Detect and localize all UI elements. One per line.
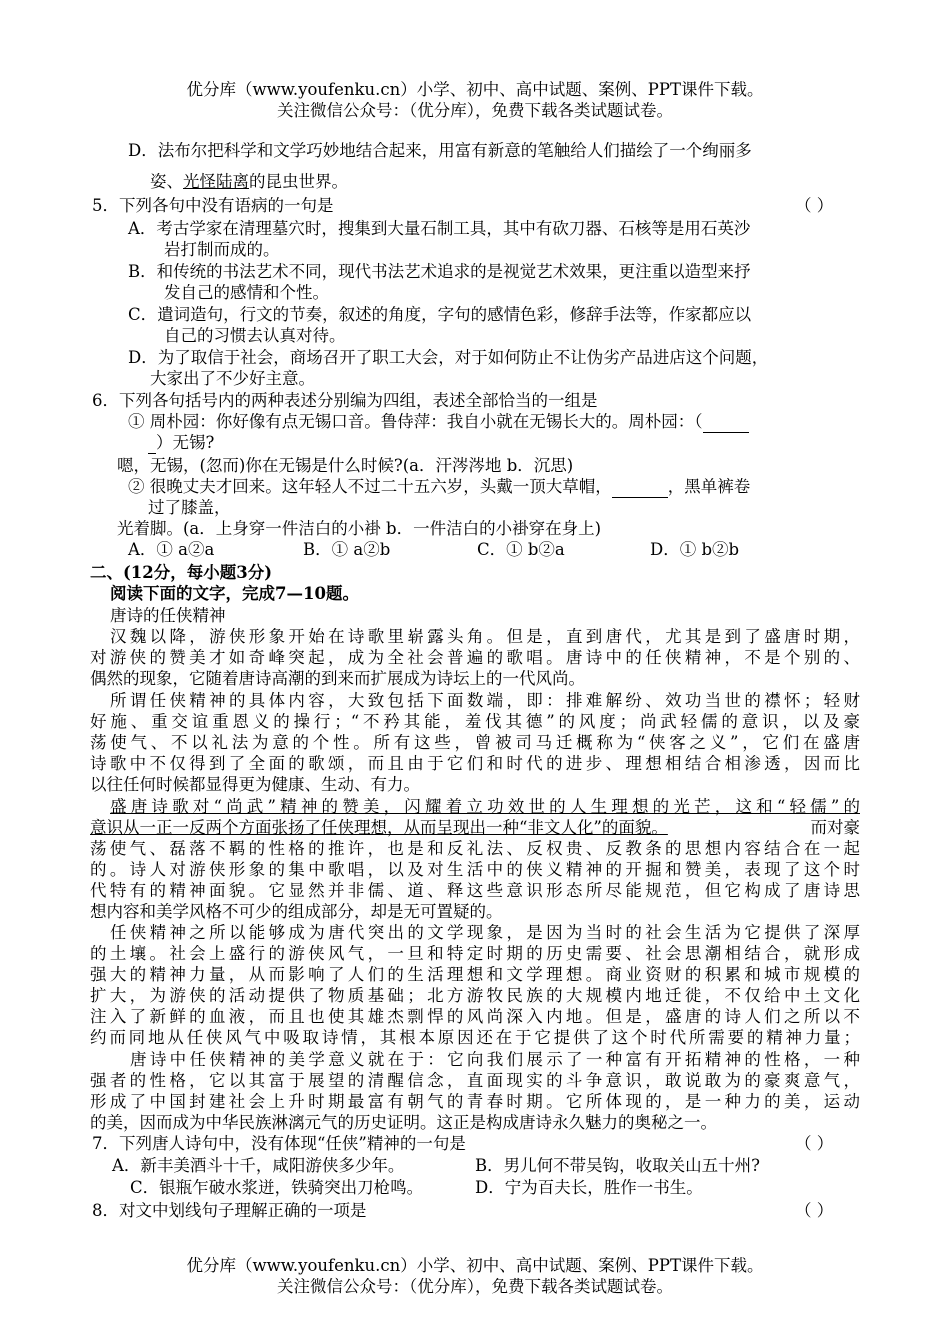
q6-item-2-text-post: ，黑单裤卷 — [667, 477, 751, 496]
passage-p2-line-3: 荡使气、不以礼法为意的个性。所有这些，曾被司马迁概称为“侠客之义”，它们在盛唐 — [90, 733, 860, 752]
section-2-instruction: 阅读下面的文字，完成7—10题。 — [110, 584, 359, 603]
q6-item-2-line-1 — [128, 477, 750, 498]
q6-item-1-wuxi: ）无锡? — [156, 433, 215, 452]
q4-option-d-pre: 姿、 — [150, 172, 183, 191]
passage-p4-line-4: 扩大，为游侠的活动提供了物质基础；北方游牧民族的大规模内地迁徙，不仅给中土文化 — [90, 986, 860, 1005]
passage-p5-line-4: 的美，因而成为中华民族淋漓元气的历史证明。这正是构成唐诗永久魅力的奥秘之一。 — [90, 1113, 717, 1132]
header-line-2: 关注微信公众号：（优分库），免费下载各类试题试卷。 — [277, 101, 673, 120]
passage-p5-line-3: 形成了中国封建社会上升时期最富有朝气的青春时期。它所体现的，是一种力的美，运动 — [90, 1092, 860, 1111]
q5-option-a-line-2: 岩打制而成的。 — [164, 240, 280, 259]
q7-option-b: B．男儿何不带吴钩，收取关山五十州? — [475, 1156, 760, 1175]
passage-p3-line-6: 想内容和美学风格不可少的组成部分，却是无可置疑的。 — [90, 902, 503, 921]
q5-option-d-line-2: 大家出了不少好主意。 — [150, 369, 315, 388]
passage-p3-line-3: 荡使气、磊落不羁的性格的推许，也是和反礼法、反权贵、反教条的思想内容结合在一起 — [90, 839, 860, 858]
q7-answer-paren: （ ） — [795, 1134, 834, 1153]
q6-option-c: C．① b②a — [477, 540, 565, 559]
q4-option-d-underlined-word: 光怪陆离 — [183, 172, 249, 191]
q7-stem: 7．下列唐人诗句中，没有体现“任侠”精神的一句是 — [92, 1134, 466, 1153]
footer-line-2: 关注微信公众号：（优分库），免费下载各类试题试卷。 — [277, 1277, 673, 1296]
passage-p1-line-1: 汉魏以降，游侠形象开始在诗歌里崭露头角。但是，直到唐代，尤其是到了盛唐时期， — [110, 627, 860, 646]
q7-option-a: A．新丰美酒斗十千，咸阳游侠多少年。 — [112, 1156, 405, 1175]
q6-item-2-line-2: 过了膝盖， — [148, 498, 231, 517]
q7-option-c: C．银瓶乍破水浆迸，铁骑突出刀枪鸣。 — [130, 1178, 424, 1197]
q8-answer-paren: （ ） — [795, 1201, 834, 1220]
passage-p3-underlined-line-1: 盛唐诗歌对“尚武”精神的赞美，闪耀着立功效世的人生理想的光芒，这和“轻儒”的 — [110, 797, 860, 816]
q5-option-d-line-1: D．为了取信于社会，商场召开了职工大会，对于如何防止不让伪劣产品进店这个问题， — [128, 348, 769, 367]
section-2-heading: 二、(12分，每小题3分) — [90, 563, 273, 582]
passage-p1-line-2: 对游侠的赞美才如奇峰突起，成为全社会普遍的歌唱。唐诗中的任侠精神，不是个别的、 — [90, 648, 860, 667]
footer-line-1: 优分库（www.youfenku.cn）小学、初中、高中试题、案例、PPT课件下载。 — [186, 1256, 764, 1275]
q7-option-d: D．宁为百夫长，胜作一书生。 — [475, 1178, 703, 1197]
passage-p2-line-1: 所谓任侠精神的具体内容，大致包括下面数端，即：排难解纷、效功当世的襟怀；轻财 — [110, 691, 860, 710]
q5-stem: 5．下列各句中没有语病的一句是 — [92, 196, 334, 215]
q5-option-c-line-2: 自己的习惯去认真对待。 — [164, 326, 346, 345]
q5-option-b-line-2: 发自己的感情和个性。 — [164, 283, 329, 302]
passage-p4-line-3: 强大的精神力量，从而影响了人们的生活理想和文学理想。商业资财的积累和城市规模的 — [90, 965, 860, 984]
q6-item-1-blank-end — [148, 433, 156, 454]
passage-p4-line-1: 任侠精神之所以能够成为唐代突出的文学现象，是因为当时的社会生活为它提供了深厚 — [110, 923, 860, 942]
passage-title: 唐诗的任侠精神 — [110, 606, 226, 625]
passage-p5-line-2: 强者的性格，它以其富于展望的清醒信念，直面现实的斗争意识，敢说敢为的豪爽意气， — [90, 1071, 860, 1090]
passage-p4-line-6: 约而同地从任侠风气中吸取诗情，其根本原因还在于它提供了这个时代所需要的精神力量； — [90, 1028, 860, 1047]
q6-item-1-text: ① 周朴园：你好像有点无锡口音。鲁侍萍：我自小就在无锡长大的。周朴园：（ — [128, 412, 703, 431]
q6-item-1-line-3: 嗯，无锡，(忽而)你在无锡是什么时候?(a．汗涔涔地 b．沉思) — [117, 456, 574, 475]
passage-p4-line-2: 的土壤。社会上盛行的游侠风气，一旦和特定时期的历史需要、社会思潮相结合，就形成 — [90, 944, 860, 963]
passage-p3-line-4: 的。诗人对游侠形象的集中歌唱，以及对生活中的侠义精神的开掘和赞美，表现了这个时 — [90, 860, 860, 879]
q6-option-b: B．① a②b — [303, 540, 391, 559]
q6-item-1-blank — [703, 412, 749, 433]
q4-option-d-line-1: D．法布尔把科学和文学巧妙地结合起来，用富有新意的笔触给人们描绘了一个绚丽多 — [128, 141, 752, 160]
q6-item-2-line-3: 光着脚。(a．上身穿一件洁白的小褂 b．一件洁白的小褂穿在身上) — [117, 519, 602, 538]
passage-p2-line-5: 以往任何时候都显得更为健康、生动、有力。 — [90, 775, 420, 794]
q6-item-1-line-2 — [148, 433, 214, 454]
q6-option-a: A．① a②a — [128, 540, 215, 559]
q8-stem: 8．对文中划线句子理解正确的一项是 — [92, 1201, 367, 1220]
q5-option-b-line-1: B．和传统的书法艺术不同，现代书法艺术追求的是视觉艺术效果，更注重以造型来抒 — [128, 262, 751, 281]
passage-p2-line-2: 好施、重交谊重恩义的操行；“不矜其能，羞伐其德”的风度；尚武轻儒的意识，以及豪 — [90, 712, 860, 731]
q5-option-a-line-1: A．考古学家在清理墓穴时，搜集到大量石制工具，其中有砍刀器、石核等是用石英沙 — [128, 219, 751, 238]
passage-p4-line-5: 注入了新鲜的血液，而且也使其雄杰剽悍的风尚深入内地。但是，盛唐的诗人们之所以不 — [90, 1007, 860, 1026]
q4-option-d-post: 的昆虫世界。 — [249, 172, 348, 191]
q6-stem: 6．下列各句括号内的两种表述分别编为四组，表述全部恰当的一组是 — [92, 391, 598, 410]
q6-item-2-text: ② 很晚丈夫才回来。这年轻人不过二十五六岁，头戴一顶大草帽， — [128, 477, 612, 496]
q4-option-d-line-2 — [150, 172, 348, 192]
passage-p3-underlined-line-2: 意识从一正一反两个方面张扬了任侠理想，从而呈现出一种“非文人化”的面貌。 — [90, 818, 668, 837]
passage-p5-line-1: 唐诗中任侠精神的美学意义就在于：它向我们展示了一种富有开拓精神的性格，一种 — [130, 1050, 860, 1069]
passage-p3-line-2 — [90, 818, 860, 838]
passage-p3-line-5: 代特有的精神面貌。它显然并非儒、道、释这些意识形态所尽能规范，但它构成了唐诗思 — [90, 881, 860, 900]
q6-option-d: D．① b②b — [650, 540, 740, 559]
q6-item-1-line-1 — [128, 412, 749, 433]
passage-p2-line-4: 诗歌中不仅得到了全面的歌颂，而且由于它们和时代的进步、理想相结合相渗透，因而比 — [90, 754, 860, 773]
q5-option-c-line-1: C．遣词造句，行文的节奏，叙述的角度，字句的感情色彩，修辞手法等，作家都应以 — [128, 305, 752, 324]
passage-p1-line-3: 偶然的现象，它随着唐诗高潮的到来而扩展成为诗坛上的一代风尚。 — [90, 669, 585, 688]
q5-answer-paren: （ ） — [795, 196, 834, 215]
header-line-1: 优分库（www.youfenku.cn）小学、初中、高中试题、案例、PPT课件下载。 — [186, 80, 764, 99]
passage-p3-line-2-rest: 而对豪 — [810, 818, 860, 837]
q6-item-2-blank — [612, 477, 668, 498]
